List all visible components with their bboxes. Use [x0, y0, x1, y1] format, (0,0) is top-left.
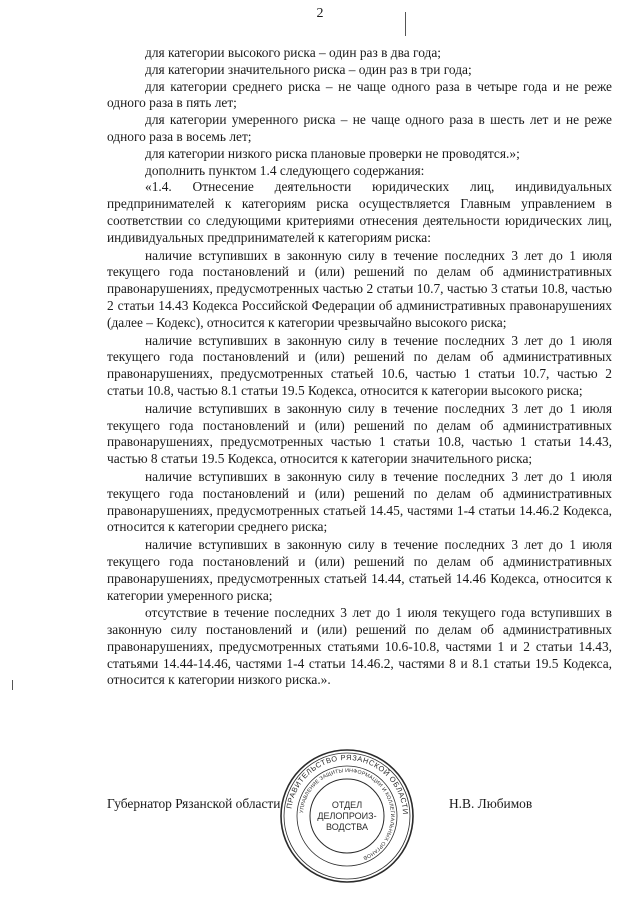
scan-mark	[12, 680, 13, 690]
svg-text:ПРАВИТЕЛЬСТВО РЯЗАНСКОЙ ОБЛАСТ: ПРАВИТЕЛЬСТВО РЯЗАНСКОЙ ОБЛАСТИ	[284, 752, 411, 816]
stamp-line: ВОДСТВА	[325, 821, 368, 832]
page-number: 2	[316, 6, 324, 21]
paragraph: для категории значительного риска – один раз в три года;	[145, 61, 472, 77]
paragraph: для категории низкого риска плановые проверки не проводятся.»;	[145, 145, 520, 161]
signatory-name: Н.В. Любимов	[449, 796, 533, 811]
paragraph: наличие вступивших в законную силу в течение последних 3 лет до 1 июля текущего года постановлений и (или) решений по делам об административных правонарушениях, предусмотренных частью 1 статьи 10.8, частью 1 статьи 14.43, частью 8 статьи 19.5 Кодекса, относится к категории значительного риска;	[107, 400, 612, 467]
stamp-line: ОТДЕЛ	[331, 799, 363, 810]
paragraph: наличие вступивших в законную силу в течение последних 3 лет до 1 июля текущего года постановлений и (или) решений по делам об административных правонарушениях, предусмотренных статьей 14.44, статьей 14.46 Кодекса, относится к категории умеренного риска;	[107, 537, 612, 603]
paragraph: для категории среднего риска – не чаще одного раза в четыре года и не реже одного раза в пять лет;	[107, 78, 612, 111]
stamp-center-text	[277, 746, 417, 886]
office-stamp	[277, 746, 417, 886]
scan-mark	[405, 12, 406, 36]
signatory-title: Губернатор Рязанской области	[107, 796, 281, 811]
paragraph: для категории умеренного риска – не чаще одного раза в шесть лет и не реже одного раза в восемь лет;	[107, 112, 612, 144]
paragraph: «1.4. Отнесение деятельности юридических лиц, индивидуальных предпринимателей к категориям риска осуществляется Главным управлением в соответствии со следующими критериями отнесения деятельности юридических лиц, индивидуальных предпринимателей к категориям риска:	[107, 179, 612, 245]
stamp-line: ДЕЛОПРОИЗ-	[317, 810, 377, 821]
paragraph: для категории высокого риска – один раз в два года;	[145, 45, 441, 60]
paragraph: наличие вступивших в законную силу в течение последних 3 лет до 1 июля текущего года постановлений и (или) решений по делам об административных правонарушениях, предусмотренных статьей 14.45, частями 1-4 статьи 14.46.2 Кодекса, относится к категории среднего риска;	[107, 468, 612, 535]
paragraph: отсутствие в течение последних 3 лет до 1 июля текущего года вступивших в законную силу постановлений и (или) решений по делам об административных правонарушениях, предусмотренных статьями 10.6-10.8, частями 1 и 2 статьи 14.43, статьями 14.44-14.46, частями 1-4 статьи 14.46.2, частями 8 и 8.1 статьи 19.5 Кодекса, относится к категории низкого риска.».	[107, 605, 612, 688]
svg-text:УПРАВЛЕНИЕ ЗАЩИТЫ ИНФОРМАЦИИ И: УПРАВЛЕНИЕ ЗАЩИТЫ ИНФОРМАЦИИ И КОЛЛЕГИАЛЬНЫХ ОРГАНОВ	[299, 767, 396, 861]
paragraph: наличие вступивших в законную силу в течение последних 3 лет до 1 июля текущего года постановлений и (или) решений по делам об административных правонарушениях, предусмотренных статьей 10.6, частью 1 статьи 10.7, частью 2 статьи 10.8, частью 8.1 статьи 19.5 Кодекса, относится к категории высокого риска;	[107, 332, 612, 398]
paragraph: дополнить пунктом 1.4 следующего содержания:	[145, 162, 425, 178]
paragraph: наличие вступивших в законную силу в течение последних 3 лет до 1 июля текущего года постановлений и (или) решений по делам об административных правонарушениях, предусмотренных частью 2 статьи 10.7, частью 3 статьи 10.8, частью 2 статьи 14.43 Кодекса Российской Федерации об административных правонарушениях (далее – Кодекс), относится к категории чрезвычайно высокого риска;	[107, 247, 612, 330]
document-body	[107, 45, 612, 689]
